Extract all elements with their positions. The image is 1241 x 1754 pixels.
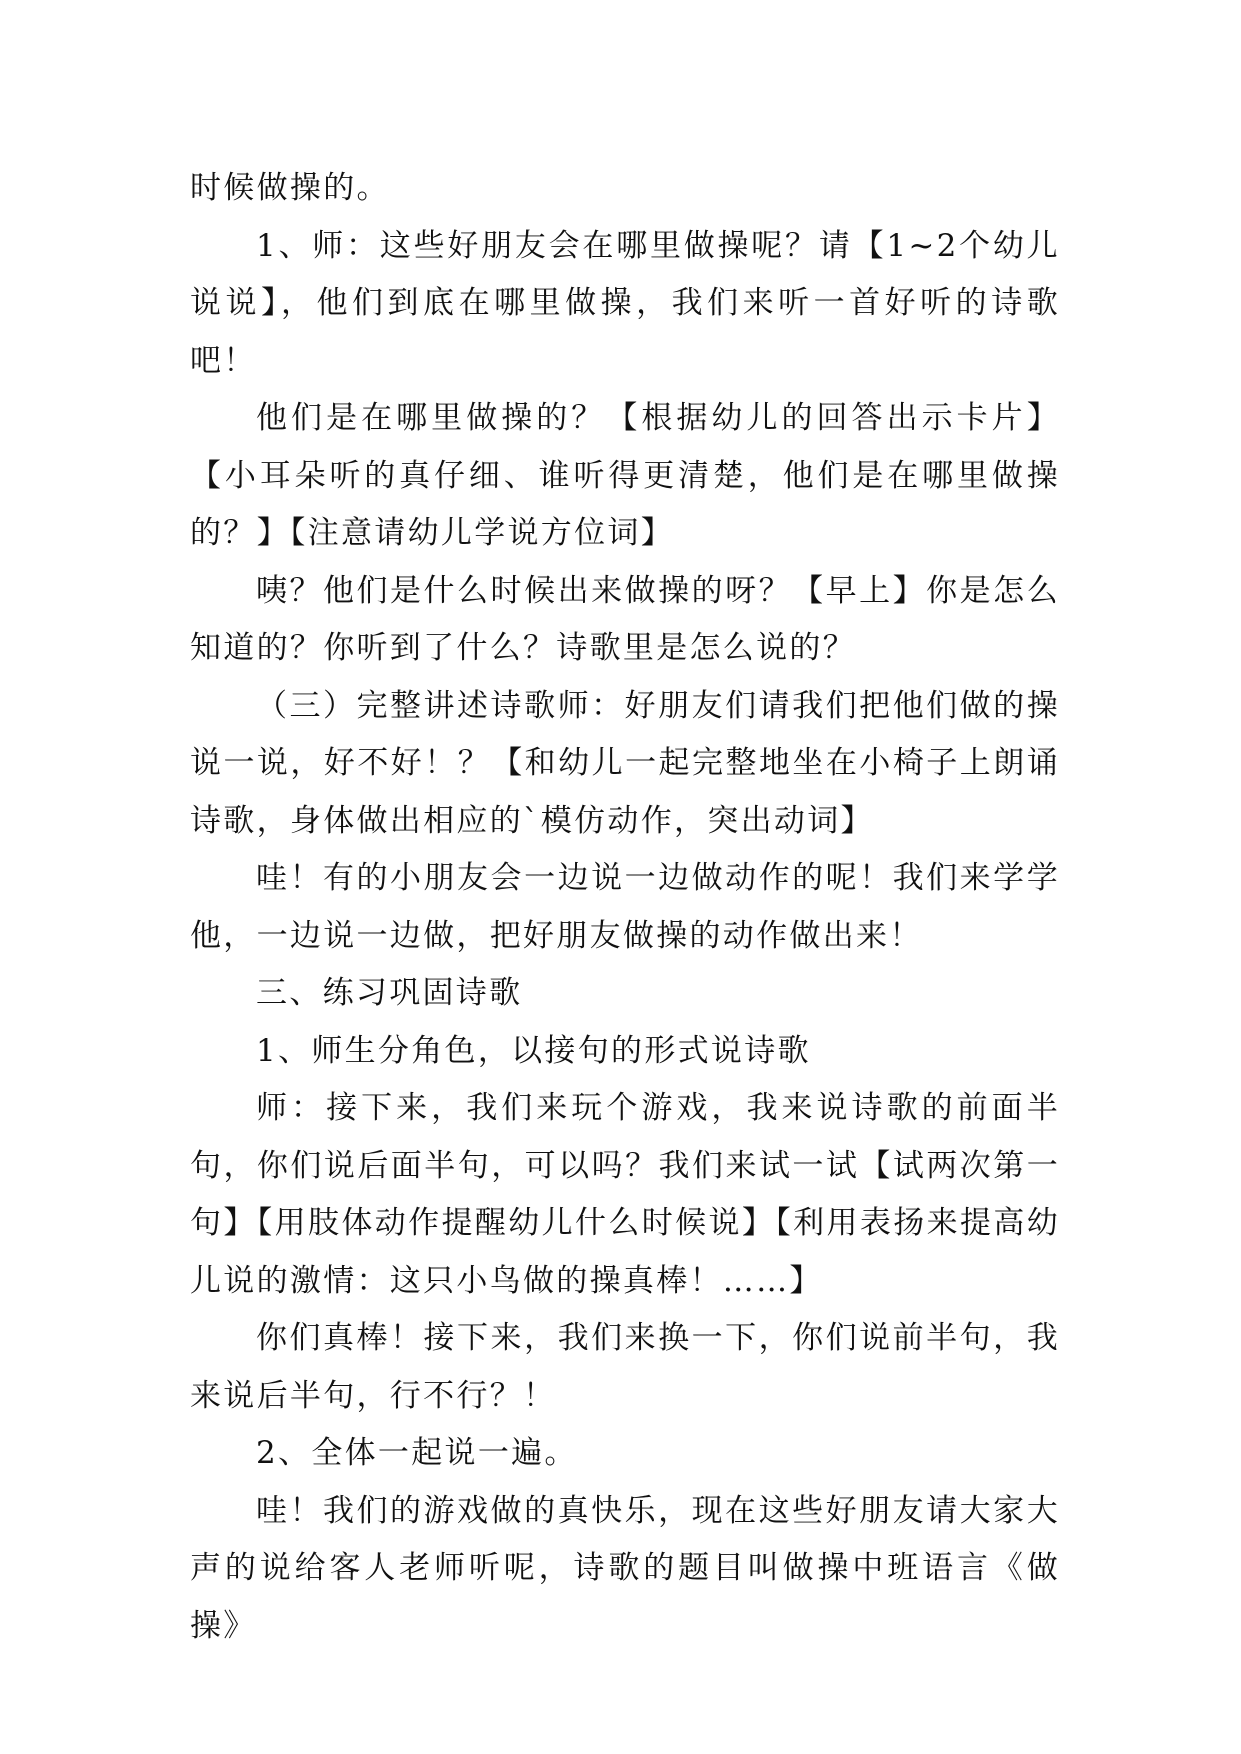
document-body <box>190 160 1060 1655</box>
paragraph-continuation: 时候做操的。 <box>190 170 390 206</box>
paragraph-step-1-question: 1、师：这些好朋友会在哪里做操呢？请【1~2个幼儿说说】，他们到底在哪里做操，我们来听一首好听的诗歌吧！ <box>190 227 1060 379</box>
paragraph-closing: 哇！我们的游戏做的真快乐，现在这些好朋友请大家大声的说给客人老师听呢，诗歌的题目叫做操中班语言《做操》 <box>190 1492 1060 1644</box>
paragraph-swap: 你们真棒！接下来，我们来换一下，你们说前半句，我来说后半句，行不行？！ <box>190 1320 1060 1414</box>
paragraph-actions: 哇！有的小朋友会一边说一边做动作的呢！我们来学学他，一边说一边做，把好朋友做操的动作做出来！ <box>190 860 1060 954</box>
paragraph-all-together: 2、全体一起说一遍。 <box>256 1435 578 1471</box>
paragraph-where-question: 他们是在哪里做操的？【根据幼儿的回答出示卡片】【小耳朵听的真仔细、谁听得更清楚，他们是在哪里做操的？】【注意请幼儿学说方位词】 <box>190 400 1060 551</box>
paragraph-roles-heading: 1、师生分角色，以接句的形式说诗歌 <box>256 1032 811 1069</box>
paragraph-section-3-retell: （三）完整讲述诗歌师：好朋友们请我们把他们做的操说一说，好不好！？【和幼儿一起完整地坐在小椅子上朗诵诗歌，身体做出相应的`模仿动作，突出动词】 <box>190 687 1060 839</box>
paragraph-when-question: 咦？他们是什么时候出来做操的呀？【早上】你是怎么知道的？你听到了什么？诗歌里是怎么说的？ <box>190 572 1060 666</box>
paragraph-game: 师：接下来，我们来玩个游戏，我来说诗歌的前面半句，你们说后面半句，可以吗？我们来试一试【试两次第一句】【用肢体动作提醒幼儿什么时候说】【利用表扬来提高幼儿说的激情：这只小鸟做的操真棒！……】 <box>190 1090 1060 1299</box>
section-heading-practice: 三、练习巩固诗歌 <box>256 975 523 1011</box>
